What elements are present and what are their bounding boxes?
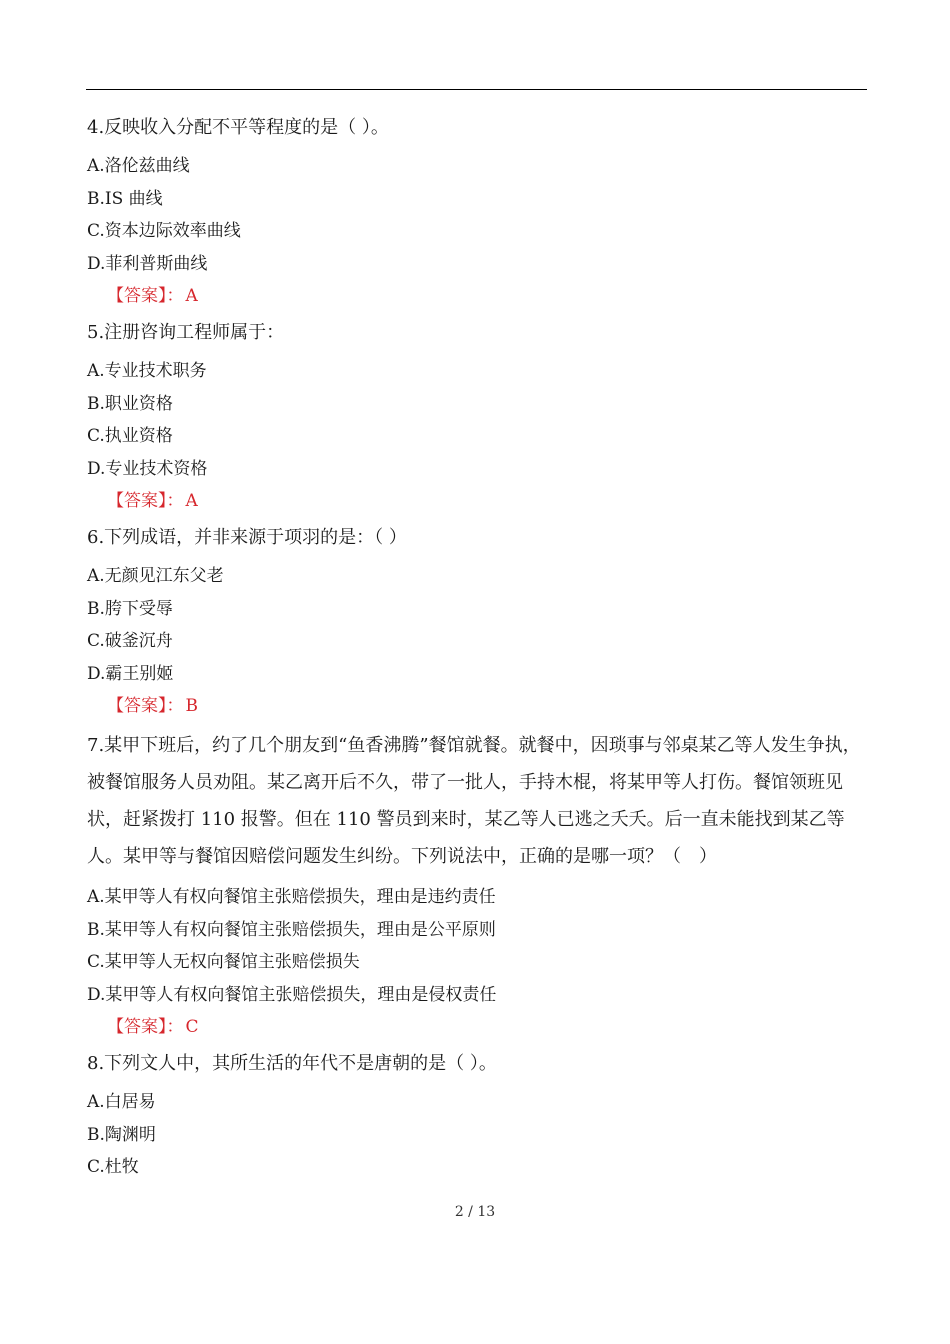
question-block	[87, 317, 869, 518]
page-content	[87, 112, 869, 1184]
question-text: 7.某甲下班后，约了几个朋友到“鱼香沸腾”餐馆就餐。就餐中，因琐事与邻桌某乙等人发生争执，被餐馆服务人员劝阻。某乙离开后不久，带了一批人，手持木棍，将某甲等人打伤。餐馆领班见状，赶紧拨打 110 报警。但在 110 警员到来时，某乙等人已逃之夭夭。后一直未能找到某乙等人。某甲等与餐馆因赔偿问题发生纠纷。下列说法中，正确的是哪一项？（ ）	[87, 735, 861, 867]
option-a: A.洛伦兹曲线	[87, 156, 190, 176]
option-a: A.白居易	[87, 1092, 156, 1112]
option-b: B.职业资格	[87, 393, 173, 414]
option-list	[87, 560, 869, 690]
question-text: 6.下列成语，并非来源于项羽的是：（ ）	[87, 527, 407, 548]
answer-label: 【答案】：	[107, 696, 184, 716]
option-a: A.无颜见江东父老	[87, 566, 224, 586]
option-d: D.专业技术资格	[87, 458, 208, 479]
option-c: C.执业资格	[87, 426, 173, 446]
answer-label: 【答案】：	[107, 491, 184, 511]
question-text: 4.反映收入分配不平等程度的是（ ）。	[87, 117, 389, 138]
question-block	[87, 1048, 869, 1184]
question-text: 8.下列文人中，其所生活的年代不是唐朝的是（ ）。	[87, 1053, 497, 1074]
answer-line	[87, 690, 869, 723]
option-b: B.胯下受辱	[87, 598, 173, 619]
answer-value: B	[185, 696, 198, 716]
option-b: B.某甲等人有权向餐馆主张赔偿损失，理由是公平原则	[87, 919, 496, 940]
option-c: C.破釜沉舟	[87, 631, 173, 651]
answer-line	[87, 485, 869, 518]
answer-value: A	[185, 286, 198, 306]
answer-line	[87, 280, 869, 313]
option-a: A.某甲等人有权向餐馆主张赔偿损失，理由是违约责任	[87, 887, 496, 907]
option-d: D.霸王别姬	[87, 663, 174, 684]
answer-value: A	[185, 491, 198, 511]
option-list	[87, 150, 869, 280]
option-a: A.专业技术职务	[87, 361, 207, 381]
option-c: C.某甲等人无权向餐馆主张赔偿损失	[87, 952, 360, 972]
option-b: B.陶渊明	[87, 1124, 156, 1145]
question-block	[87, 727, 869, 1044]
answer-label: 【答案】：	[107, 1017, 184, 1037]
option-d: D.菲利普斯曲线	[87, 253, 208, 274]
option-list	[87, 881, 869, 1011]
header-rule	[86, 89, 867, 90]
option-d: D.某甲等人有权向餐馆主张赔偿损失，理由是侵权责任	[87, 984, 497, 1005]
answer-label: 【答案】：	[107, 286, 184, 306]
option-c: C.资本边际效率曲线	[87, 221, 241, 241]
answer-value: C	[185, 1017, 199, 1037]
question-text: 5.注册咨询工程师属于：	[87, 322, 285, 343]
option-b: B.IS 曲线	[87, 188, 163, 209]
option-c: C.杜牧	[87, 1157, 139, 1177]
question-block	[87, 112, 869, 313]
option-list	[87, 355, 869, 485]
page-indicator: 2 / 13	[454, 1204, 496, 1220]
question-block	[87, 522, 869, 723]
option-list	[87, 1086, 869, 1184]
answer-line	[87, 1011, 869, 1044]
